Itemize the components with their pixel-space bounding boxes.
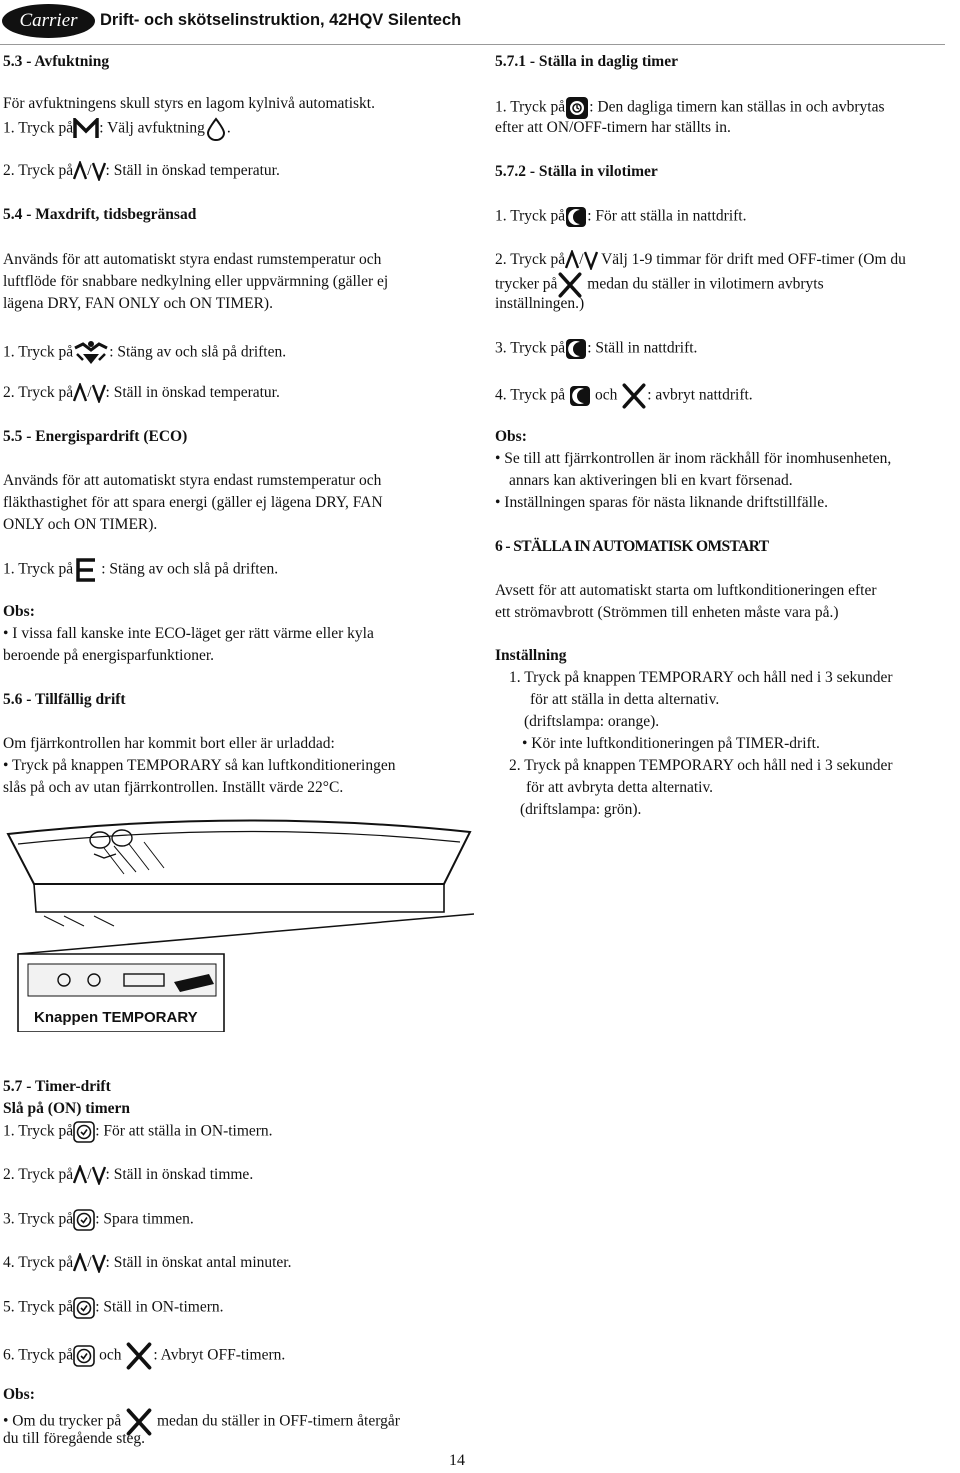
- s56-p2: • Tryck på knappen TEMPORARY så kan luftkonditioneringen: [3, 757, 396, 774]
- carrier-logo: Carrier: [2, 4, 95, 38]
- s572-step2: [495, 250, 906, 270]
- s54-p1: Används för att automatiskt styra endast rumstemperatur och: [3, 251, 382, 268]
- s54-p2: luftflöde för snabbare nedkylning eller uppvärmning (gäller ej: [3, 273, 389, 290]
- section-5-7-2-title: 5.7.2 - Ställa in vilotimer: [495, 163, 658, 180]
- down-icon: [92, 161, 106, 181]
- s57-step6: [3, 1341, 285, 1371]
- s572-step4-och: och: [594, 386, 618, 404]
- s53-step1-a: 1. Tryck på: [3, 119, 74, 137]
- down-icon: [92, 383, 106, 403]
- s54-p3: lägena DRY, FAN ONLY och ON TIMER).: [3, 295, 273, 312]
- s57-step6-och: och: [99, 1346, 122, 1364]
- section-5-4-title: 5.4 - Maxdrift, tidsbegränsad: [3, 206, 197, 223]
- section-5-7-1-title: 5.7.1 - Ställa in daglig timer: [495, 53, 678, 70]
- s57-step6-a: 6. Tryck på: [3, 1346, 74, 1364]
- s57-subtitle: Slå på (ON) timern: [3, 1100, 131, 1117]
- s57-step4: [3, 1253, 292, 1273]
- inst-step2c: (driftslampa: grön).: [520, 801, 642, 818]
- s571-line2: efter att ON/OFF-timern har ställts in.: [495, 119, 731, 136]
- s54-step2-c: : Ställ in önskad temperatur.: [105, 384, 280, 401]
- s57-step6-c: : Avbryt OFF-timern.: [153, 1346, 286, 1364]
- s54-step1: [3, 340, 286, 366]
- s55-p3: ONLY och ON TIMER).: [3, 516, 158, 533]
- inst-step1c: (driftslampa: orange).: [524, 713, 660, 730]
- s57-obs-a: • Om du trycker på: [3, 1412, 122, 1430]
- turbo-icon: [73, 340, 109, 366]
- s54-step2: [3, 383, 280, 403]
- s54-step1-a: 1. Tryck på: [3, 343, 74, 361]
- s57-step5-b: : Ställ in ON-timern.: [95, 1298, 224, 1316]
- section-5-5-title: 5.5 - Energispardrift (ECO): [3, 428, 188, 445]
- up-icon: [73, 1253, 87, 1273]
- s53-step2-slash: /: [87, 162, 92, 179]
- s53-step1: [3, 117, 231, 141]
- down-icon: [92, 1253, 106, 1273]
- s571-step1-b: : Den dagliga timern kan ställas in och avbrytas: [589, 98, 885, 116]
- up-icon: [73, 161, 87, 181]
- s57-step4-a: 4. Tryck på: [3, 1254, 74, 1271]
- clock-icon: [73, 1297, 95, 1319]
- s55-obs: Obs:: [3, 603, 35, 620]
- obs-bullet2: • Inställningen sparas för nästa liknande driftstillfälle.: [495, 494, 828, 511]
- installning-title: Inställning: [495, 647, 567, 664]
- clock-icon: [73, 1121, 95, 1143]
- up-icon: [73, 1165, 87, 1185]
- inst-step1b: för att ställa in detta alternativ.: [530, 691, 720, 708]
- section-5-3-title: 5.3 - Avfuktning: [3, 53, 110, 70]
- s57-step5: [3, 1297, 224, 1319]
- s55-step1: [3, 558, 278, 582]
- s57-step3-a: 3. Tryck på: [3, 1210, 74, 1228]
- s57-step2-a: 2. Tryck på: [3, 1166, 74, 1183]
- up-icon: [565, 250, 579, 270]
- s57-obs-b: medan du ställer in OFF-timern återgår: [156, 1412, 400, 1430]
- s56-p3: slås på och av utan fjärrkontrollen. Inställt värde 22°C.: [3, 779, 344, 796]
- s55-bullet1b: beroende på energisparfunktioner.: [3, 647, 215, 664]
- s572-step3-b: : Ställ in nattdrift.: [587, 339, 698, 357]
- inst-step1: 1. Tryck på knappen TEMPORARY och håll ned i 3 sekunder: [509, 669, 893, 686]
- s6-p1: Avsett för att automatiskt starta om luftkonditioneringen efter: [495, 582, 877, 599]
- s57-step1-b: : För att ställa in ON-timern.: [95, 1122, 273, 1140]
- mode-icon: [73, 118, 99, 140]
- s57-step5-a: 5. Tryck på: [3, 1298, 74, 1316]
- s572-step1-b: : För att ställa in nattdrift.: [587, 207, 747, 225]
- s572-step4-a: 4. Tryck på: [495, 386, 566, 404]
- s572-step4: [495, 382, 753, 410]
- obs-bullet1b: annars kan aktiveringen bli en kvart försenad.: [509, 472, 793, 489]
- page-header: [0, 0, 945, 45]
- s55-p1: Används för att automatiskt styra endast rumstemperatur och: [3, 472, 382, 489]
- obs-bullet1: • Se till att fjärrkontrollen är inom räckhåll för inomhusenheten,: [495, 450, 892, 467]
- s571-step1: [495, 96, 884, 120]
- s53-step1-c: .: [226, 119, 231, 137]
- down-icon: [584, 250, 598, 270]
- s55-step1-b: : Stäng av och slå på driften.: [101, 560, 279, 578]
- page-number: 14: [449, 1452, 465, 1469]
- s572-step3: [495, 338, 697, 360]
- cancel-icon: [125, 1341, 153, 1371]
- s53-step2: [3, 161, 280, 181]
- s54-step2-slash: /: [87, 384, 92, 401]
- document-title: Drift- och skötselinstruktion, 42HQV Silentech: [100, 11, 462, 29]
- right-obs: Obs:: [495, 428, 527, 445]
- s572-step1: [495, 206, 746, 228]
- up-icon: [73, 383, 87, 403]
- s54-step2-a: 2. Tryck på: [3, 384, 74, 401]
- s572-step2-e: medan du ställer in vilotimern avbryts: [587, 275, 824, 293]
- s56-p1: Om fjärrkontrollen har kommit bort eller är urladdad:: [3, 735, 335, 752]
- s57-obs: Obs:: [3, 1386, 35, 1403]
- s57-step1-a: 1. Tryck på: [3, 1122, 74, 1140]
- clock-icon: [73, 1209, 95, 1231]
- s572-step1-a: 1. Tryck på: [495, 207, 566, 225]
- clock-icon: [73, 1345, 95, 1367]
- section-5-6-title: 5.6 - Tillfällig drift: [3, 691, 126, 708]
- down-icon: [92, 1165, 106, 1185]
- figure-label: Knappen TEMPORARY: [34, 1009, 198, 1026]
- s6-p2: ett strömavbrott (Strömmen till enheten måste vara på.): [495, 604, 839, 621]
- s53-intro: För avfuktningens skull styrs en lagom kylnivå automatiskt.: [3, 95, 375, 112]
- s57-step2: [3, 1165, 253, 1185]
- s57-step1: [3, 1121, 273, 1143]
- cancel-icon: [621, 382, 647, 410]
- s53-step2-a: 2. Tryck på: [3, 162, 74, 179]
- s57-step4-slash: /: [87, 1254, 92, 1271]
- s54-step1-b: : Stäng av och slå på driften.: [109, 343, 287, 361]
- s57-step3-b: : Spara timmen.: [95, 1210, 194, 1228]
- s572-step4-c: : avbryt nattdrift.: [647, 386, 753, 404]
- daily-icon: [565, 96, 589, 120]
- s57-step2-c: : Ställ in önskad timme.: [105, 1166, 254, 1183]
- s571-step1-a: 1. Tryck på: [495, 98, 566, 116]
- s57-obs-line2: du till föregående steg.: [3, 1430, 146, 1447]
- moon-icon: [569, 385, 591, 407]
- s53-step1-b: : Välj avfuktning: [99, 119, 205, 137]
- s55-bullet1: • I vissa fall kanske inte ECO-läget ger rätt värme eller kyla: [3, 625, 374, 642]
- indoor-unit-illustration: [4, 814, 474, 1032]
- s57-step3: [3, 1209, 194, 1231]
- s572-step3-a: 3. Tryck på: [495, 339, 566, 357]
- section-6-title: 6 - STÄLLA IN AUTOMATISK OMSTART: [495, 538, 769, 555]
- moon-icon: [565, 206, 587, 228]
- s53-step2-c: : Ställ in önskad temperatur.: [105, 162, 280, 179]
- s572-step2-d: trycker på: [495, 275, 558, 293]
- inst-step1d: • Kör inte luftkonditioneringen på TIMER-drift.: [522, 735, 820, 752]
- s55-p2: fläkthastighet för att spara energi (gäller ej lägena DRY, FAN: [3, 494, 383, 511]
- s572-step2-slash: /: [579, 251, 584, 268]
- s57-step2-slash: /: [87, 1166, 92, 1183]
- s572-step2-c: Välj 1-9 timmar för drift med OFF-timer (Om du: [597, 251, 906, 268]
- drop-icon: [205, 117, 227, 141]
- moon-icon: [565, 338, 587, 360]
- s572-step2-a: 2. Tryck på: [495, 251, 566, 268]
- eco-icon: [73, 558, 101, 582]
- inst-step2: 2. Tryck på knappen TEMPORARY och håll ned i 3 sekunder: [509, 757, 893, 774]
- s55-step1-a: 1. Tryck på: [3, 560, 74, 578]
- inst-step2b: för att avbryta detta alternativ.: [526, 779, 714, 796]
- section-5-7-title: 5.7 - Timer-drift: [3, 1078, 111, 1095]
- s57-step4-c: : Ställ in önskat antal minuter.: [105, 1254, 292, 1271]
- s572-step2-line3: inställningen.): [495, 295, 585, 312]
